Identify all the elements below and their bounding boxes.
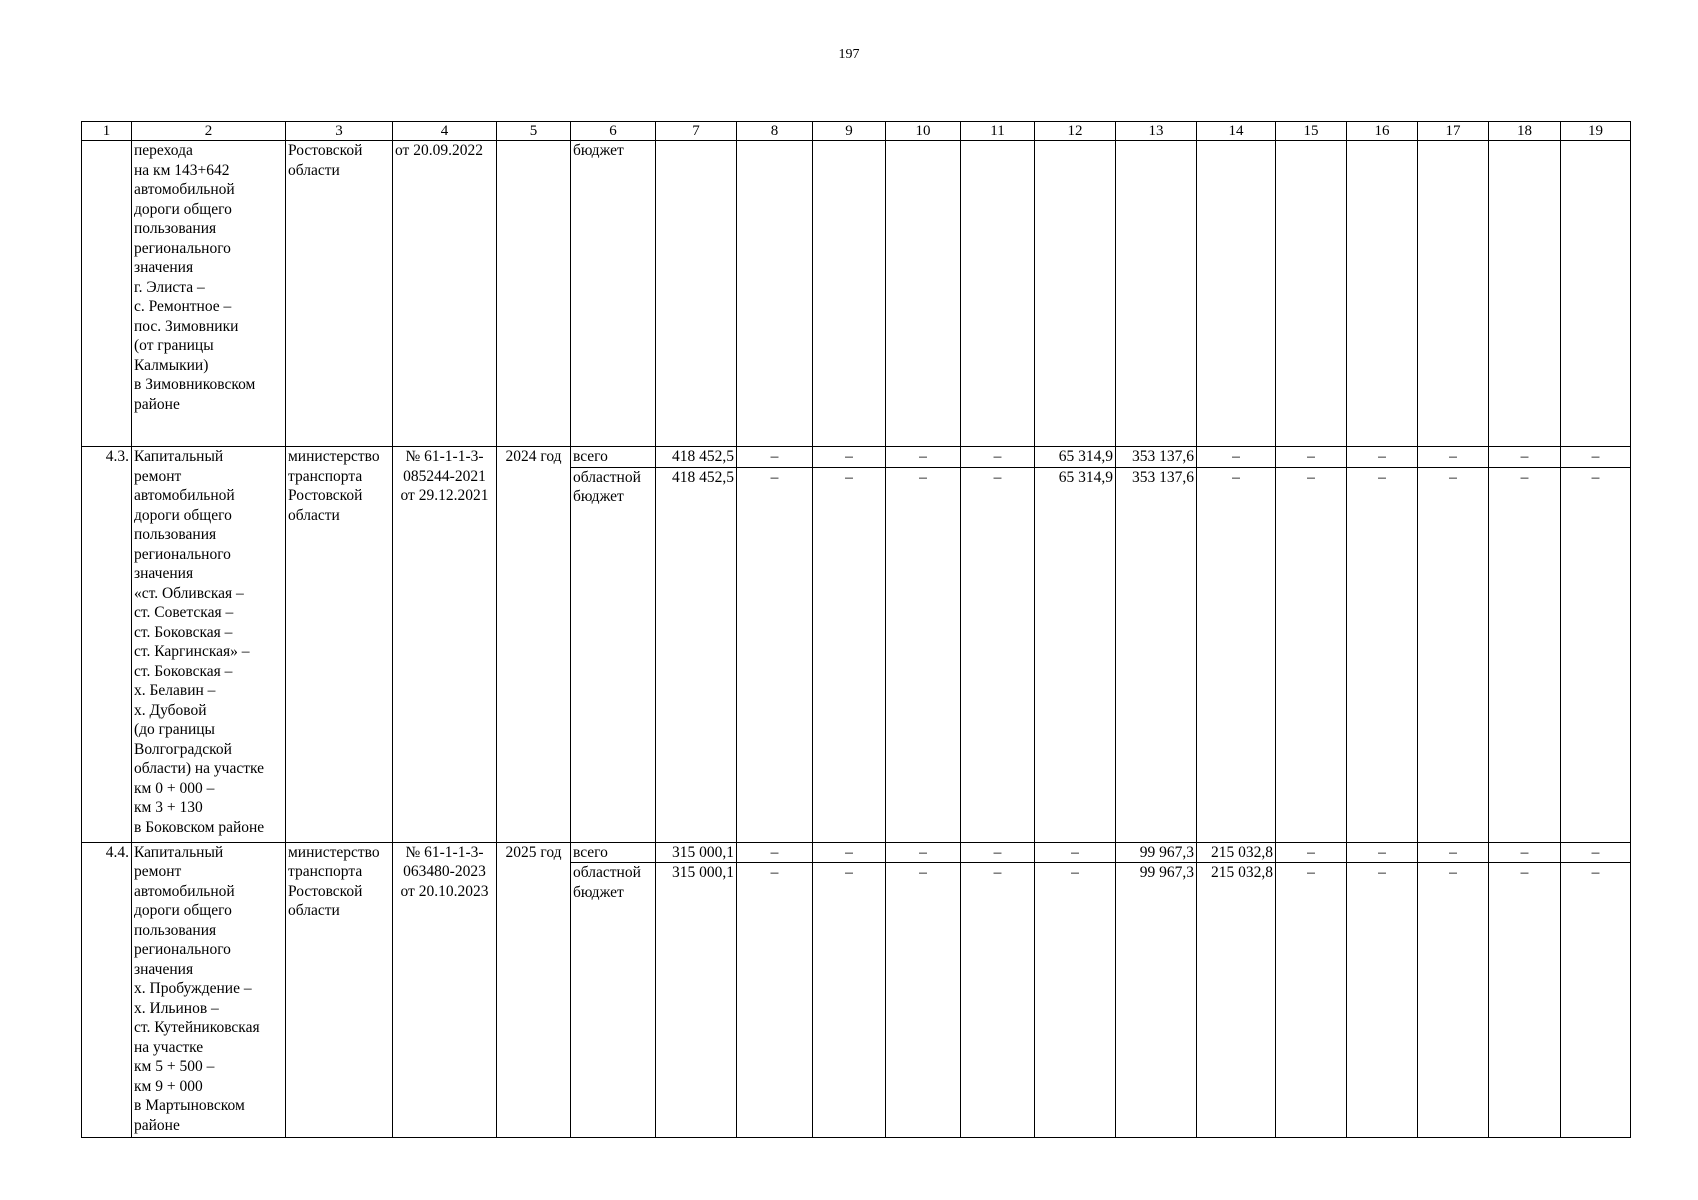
cell-customer: Ростовской области [286,141,393,447]
cell-value: – [1347,842,1418,863]
cell-value: 65 314,9 [1035,467,1116,842]
cell-value: – [1035,863,1116,1138]
cell-value: – [961,447,1035,468]
cell-value: – [886,447,961,468]
cell-value [1116,141,1197,447]
cell-document: от 20.09.2022 [393,141,497,447]
cell-value: – [737,467,813,842]
cell-num [82,141,132,447]
cell-year: 2024 год [497,447,571,843]
column-number-row [82,122,1631,141]
table-row-total [82,447,1631,468]
cell-value: – [886,863,961,1138]
cell-value: 65 314,9 [1035,447,1116,468]
cell-value [961,141,1035,447]
cell-source: всего [571,447,656,468]
cell-value [737,141,813,447]
column-number: 5 [497,122,571,141]
cell-customer: министерство транспорта Ростовской области [286,447,393,843]
cell-value: – [1035,842,1116,863]
column-number: 17 [1418,122,1489,141]
cell-value: – [1347,447,1418,468]
cell-source: областной бюджет [571,467,656,842]
cell-value [1276,141,1347,447]
budget-table [81,121,1631,1138]
continuation-row [82,141,1631,447]
cell-value: – [813,842,886,863]
cell-document: № 61-1-1-3- 063480-2023 от 20.10.2023 [393,842,497,1138]
cell-name: Капитальный ремонт автомобильной дороги общего пользования регионального значения х. Пробуждение – х. Ильинов – ст. Кутейниковская на участке км 5 + 500 – км 9 + 000 в Мартыновском районе [132,842,286,1138]
column-number: 18 [1489,122,1561,141]
cell-value: – [1418,842,1489,863]
cell-value [1489,141,1561,447]
cell-value: – [1561,863,1631,1138]
cell-value: – [1489,863,1561,1138]
cell-name: перехода на км 143+642 автомобильной дороги общего пользования регионального значения г. Элиста – с. Ремонтное – пос. Зимовники (от границы Калмыкии) в Зимовниковском районе [132,141,286,447]
column-number: 2 [132,122,286,141]
cell-value: – [737,863,813,1138]
column-number: 12 [1035,122,1116,141]
cell-value: – [1276,842,1347,863]
cell-value [813,141,886,447]
cell-value: – [1561,447,1631,468]
cell-value: 215 032,8 [1197,863,1276,1138]
column-number: 4 [393,122,497,141]
cell-value [1561,141,1631,447]
column-number: 10 [886,122,961,141]
cell-value: 418 452,5 [656,467,737,842]
column-number: 14 [1197,122,1276,141]
column-number: 3 [286,122,393,141]
cell-value: – [1561,842,1631,863]
cell-value: – [813,467,886,842]
cell-value: 99 967,3 [1116,863,1197,1138]
column-number: 19 [1561,122,1631,141]
cell-value: – [1276,447,1347,468]
cell-value: – [1561,467,1631,842]
cell-num: 4.4. [82,842,132,1138]
cell-value: 315 000,1 [656,842,737,863]
cell-value: – [1489,447,1561,468]
cell-value [886,141,961,447]
column-number: 9 [813,122,886,141]
cell-value: – [1418,467,1489,842]
cell-num: 4.3. [82,447,132,843]
column-number: 15 [1276,122,1347,141]
cell-value: – [1489,842,1561,863]
cell-value [1197,141,1276,447]
cell-value: – [961,863,1035,1138]
cell-value: 99 967,3 [1116,842,1197,863]
table-row-total [82,842,1631,863]
column-number: 6 [571,122,656,141]
cell-value: – [886,467,961,842]
cell-value: – [737,842,813,863]
cell-value: 353 137,6 [1116,467,1197,842]
cell-value: – [961,842,1035,863]
cell-value: – [961,467,1035,842]
cell-value: – [1347,467,1418,842]
cell-value: – [1418,447,1489,468]
cell-value [1347,141,1418,447]
cell-year [497,141,571,447]
cell-value: – [1347,863,1418,1138]
column-number: 16 [1347,122,1418,141]
cell-value [656,141,737,447]
cell-value: – [737,447,813,468]
cell-value: 315 000,1 [656,863,737,1138]
cell-value: – [813,447,886,468]
column-number: 8 [737,122,813,141]
cell-value: – [886,842,961,863]
cell-document: № 61-1-1-3- 085244-2021 от 29.12.2021 [393,447,497,843]
cell-value: 215 032,8 [1197,842,1276,863]
cell-source: бюджет [571,141,656,447]
column-number: 13 [1116,122,1197,141]
cell-source: всего [571,842,656,863]
page-number: 197 [838,47,860,62]
cell-value: – [1276,863,1347,1138]
column-number: 1 [82,122,132,141]
column-number: 7 [656,122,737,141]
cell-year: 2025 год [497,842,571,1138]
cell-value: – [813,863,886,1138]
column-number: 11 [961,122,1035,141]
cell-value: – [1197,467,1276,842]
cell-value [1035,141,1116,447]
cell-customer: министерство транспорта Ростовской области [286,842,393,1138]
cell-value [1418,141,1489,447]
cell-name: Капитальный ремонт автомобильной дороги общего пользования регионального значения «ст. Обливская – ст. Советская – ст. Боковская – ст. Каргинская» – ст. Боковская – х. Белавин – х. Дубовой (до границы Волгоградской области) на участке км 0 + 000 – км 3 + 130 в Боковском районе [132,447,286,843]
cell-value: – [1418,863,1489,1138]
cell-value: – [1197,447,1276,468]
cell-source: областной бюджет [571,863,656,1138]
cell-value: – [1489,467,1561,842]
cell-value: 353 137,6 [1116,447,1197,468]
cell-value: – [1276,467,1347,842]
cell-value: 418 452,5 [656,447,737,468]
